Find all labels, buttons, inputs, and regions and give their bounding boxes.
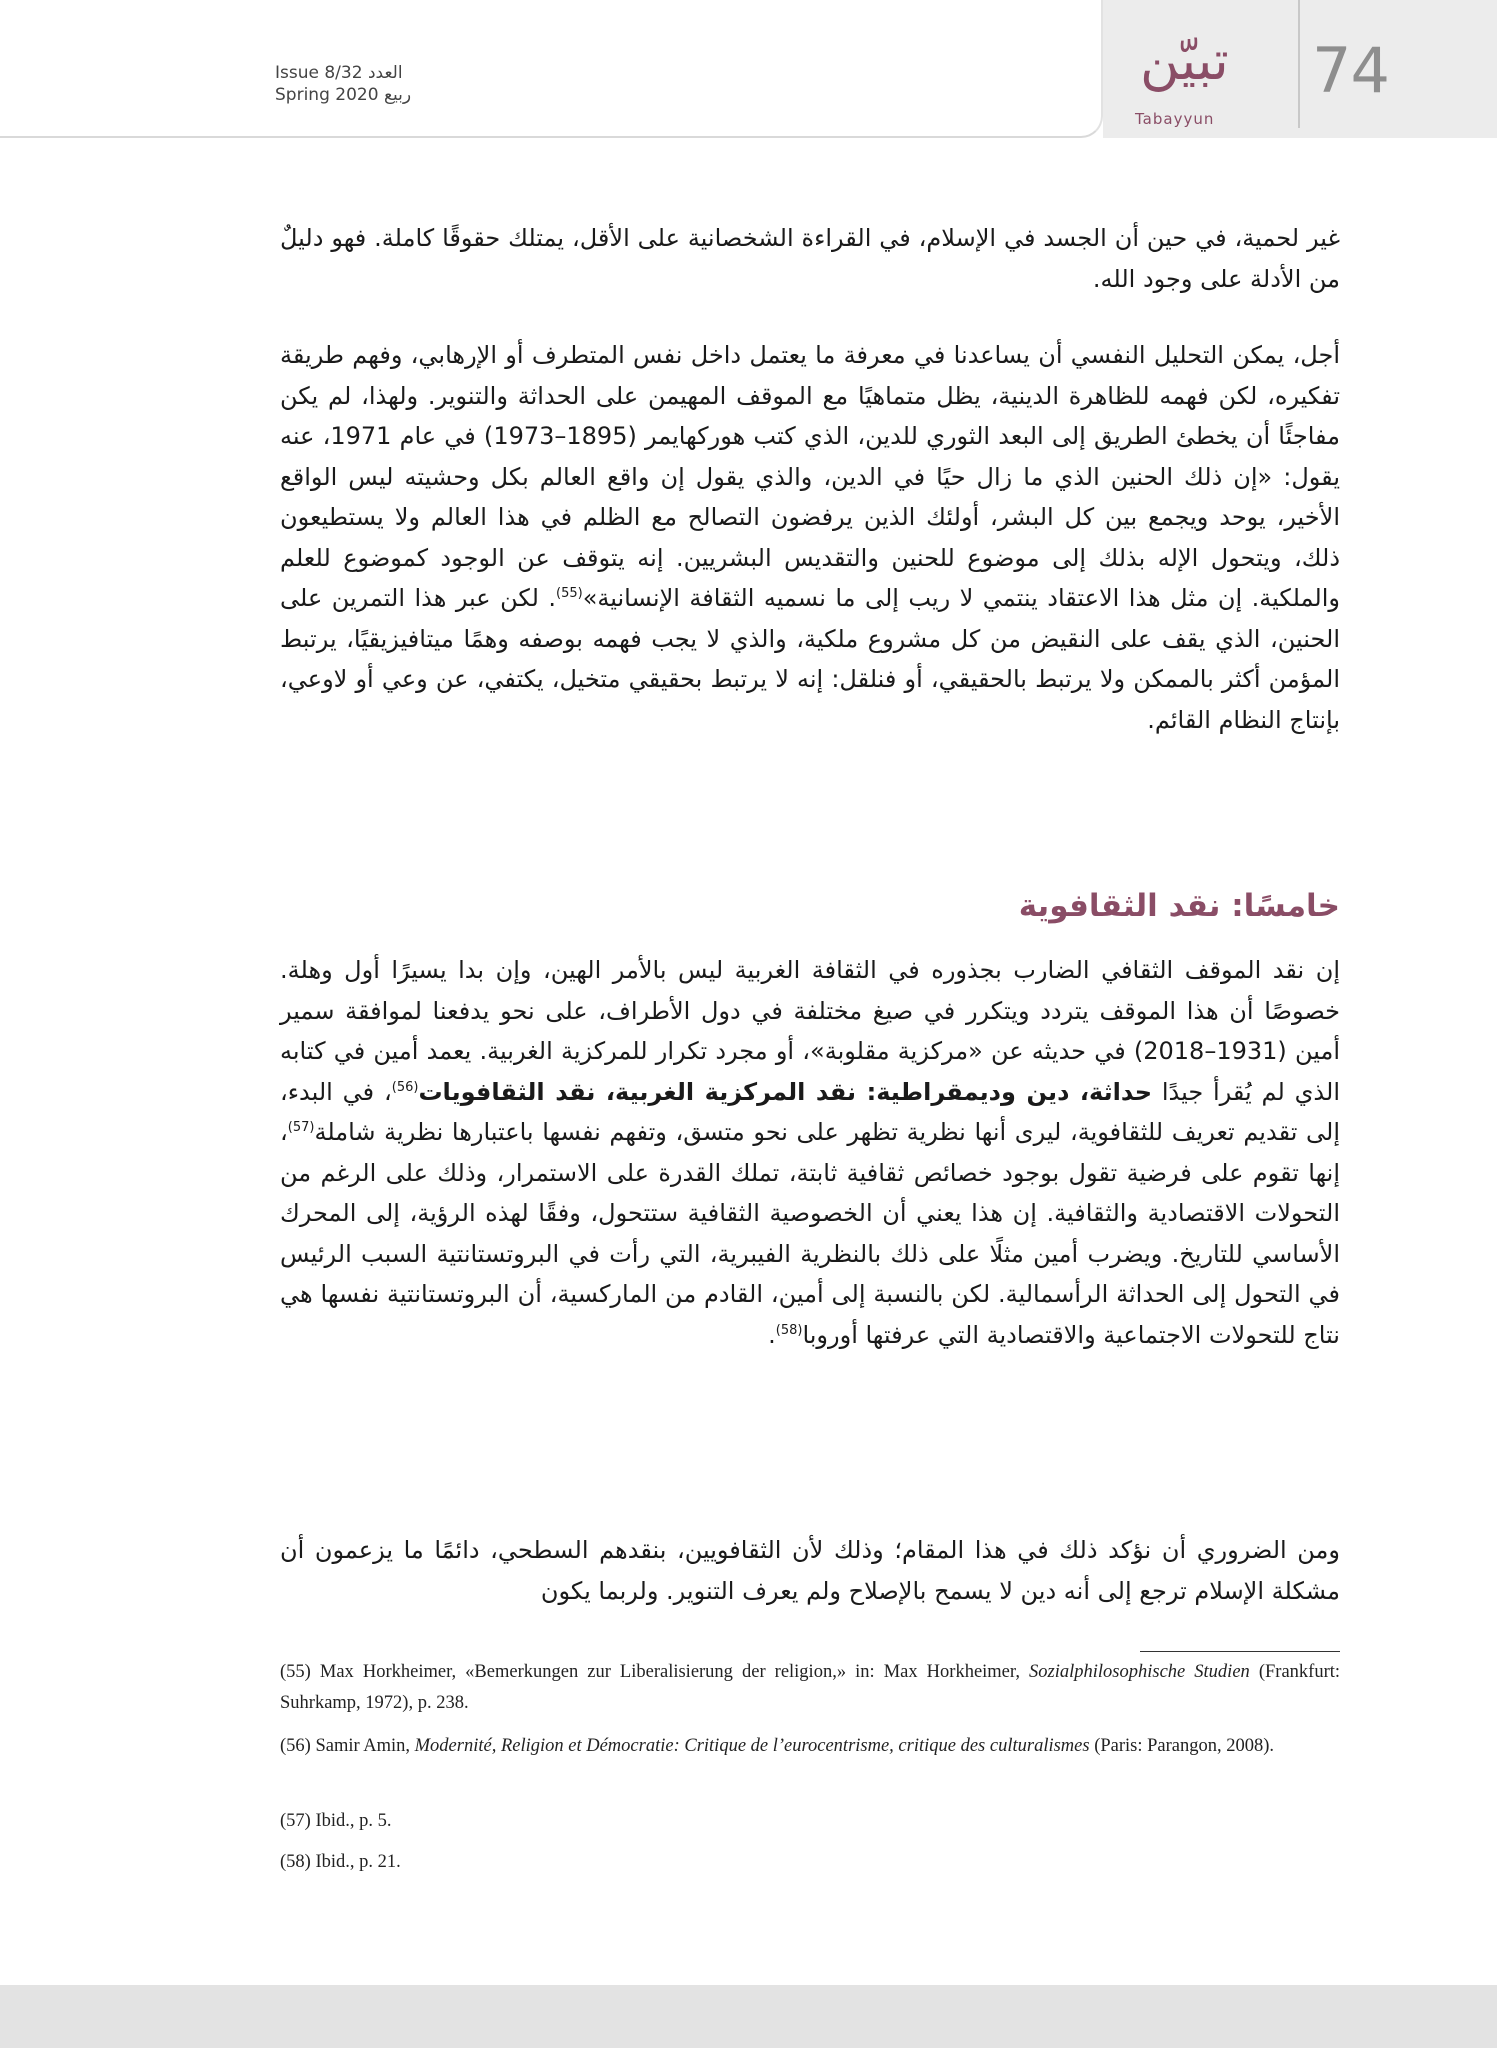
paragraph-4 [280, 1530, 1340, 1611]
footnote-56 [280, 1731, 1340, 1762]
paragraph-4-text: ومن الضروري أن نؤكد ذلك في هذا المقام؛ وذلك لأن الثقافويين، بنقدهم السطحي، دائمًا ما يزعمون أن مشكلة الإسلام ترجع إلى أنه دين لا يسمح بالإصلاح ولم يعرف التنوير. ولربما يكون [280, 1536, 1340, 1605]
header-divider [1298, 0, 1300, 128]
footnote-text: Samir Amin, [315, 1736, 411, 1756]
footer-band [0, 1985, 1497, 2048]
footnote-number: (56) [280, 1736, 311, 1756]
paragraph-2-text-a: أجل، يمكن التحليل النفسي أن يساعدنا في معرفة ما يعتمل داخل نفس المتطرف أو الإرهابي، وفهم طريقة تفكيره، لكن فهمه للظاهرة الدينية، يظل متماهيًا مع الموقف المهيمن على الحداثة والتنوير. ولهذا، لم يكن مفاجئًا أن يخطئ الطريق إلى البعد الثوري للدين، الذي كتب هوركهايمر (1895–1973) في عام 1971، عنه يقول: «إن ذلك الحنين الذي ما زال حيًا في الدين، والذي يقول إن واقع العالم بكل وحشيته ليس الواقع الأخير، يوحد ويجمع بين كل البشر، أولئك الذين يرفضون التصالح مع الظلم في هذا العالم ولا يستطيعون ذلك، ويتحول الإله بذلك إلى موضوع للحنين والتقديس البشريين. إنه يتوقف عن الوجود كموضوع للعلم والملكية. إن مثل هذا الاعتقاد ينتمي لا ريب إلى ما نسميه الثقافة الإنسانية» [280, 341, 1341, 612]
journal-logo: تبيّن [1140, 29, 1229, 92]
footnote-58 [280, 1847, 1340, 1878]
paragraph-2-text-b: لكن عبر هذا التمرين على الحنين، الذي يقف على النقيض من كل مشروع ملكية، والذي لا يجب فهمه بوصفه وهمًا ميتافيزيقيًا، يرتبط المؤمن أكثر بالممكن ولا يرتبط بالحقيقي، أو فنلقل: إنه لا يرتبط بحقيقي متخيل، يكتفي، عن وعي أو لاوعي، بإنتاج النظام القائم. [280, 584, 1340, 734]
journal-logo-latin: Tabayyun [1135, 110, 1215, 128]
footnote-text: (Paris: Parangon, 2008). [1094, 1736, 1275, 1756]
paragraph-1 [280, 218, 1340, 299]
book-title: حداثة، دين وديمقراطية: نقد المركزية الغربية، نقد الثقافويات [418, 1077, 1152, 1106]
season-line: Spring 2020 ربيع [275, 85, 412, 106]
footnote-text: Max Horkheimer, «Bemerkungen zur Liberalisierung der religion,» in: Max Horkheimer, [319, 1662, 1020, 1682]
footnote-text: (Frankfurt: Suhrkamp, 1972), p. 238. [280, 1662, 1341, 1713]
footnote-text: Ibid., p. 5. [315, 1811, 392, 1831]
paragraph-3-text-c: ، إنها تقوم على فرضية تقول بوجود خصائص ثقافية ثابتة، تملك القدرة على الاستمرار، وذلك على الرغم من التحولات الاقتصادية والثقافية. إن هذا يعني أن الخصوصية الثقافية ستتحول، وفقًا لهذه الرؤية، إلى المحرك الأساسي للتاريخ. ويضرب أمين مثلًا على ذلك بالنظرية الفيبرية، التي رأت في البروتستانتية السبب الرئيس في التحول إلى الحداثة الرأسمالية. لكن بالنسبة إلى أمين، القادم من الماركسية، أن البروتستانتية نفسها هي نتاج للتحولات الاجتماعية والاقتصادية التي عرفتها أوروبا [280, 1118, 1340, 1349]
footnote-ref-57: (57) [287, 1120, 315, 1135]
footnote-55 [280, 1657, 1340, 1719]
footnote-ref-56: (56) [391, 1079, 419, 1095]
footnote-ref-58: (58) [775, 1322, 803, 1338]
page-number: 74 [1312, 34, 1389, 107]
footnote-number: (58) [280, 1852, 311, 1872]
footnote-title: Modernité, Religion et Démocratie: Critique de l’eurocentrisme, critique des culturalismes [414, 1736, 1090, 1756]
paragraph-2: أجل، يمكن التحليل النفسي أن يساعدنا في معرفة ما يعتمل داخل نفس المتطرف أو الإرهابي، وفهم طريقة تفكيره، لكن فهمه للظاهرة الدينية، يظل متماهيًا مع الموقف المهيمن على الحداثة والتنوير. ولهذا، لم يكن مفاجئًا أن يخطئ الطريق إلى البعد الثوري للدين، الذي كتب هوركهايمر (1895–1973) في عام 1971، عنه يقول: «إن ذلك الحنين الذي ما زال حيًا في الدين، والذي يقول إن واقع العالم بكل وحشيته ليس الواقع الأخير، يوحد ويجمع بين كل البشر، أولئك الذين يرفضون التصالح مع الظلم في هذا العالم ولا يستطيعون ذلك، ويتحول الإله بذلك إلى موضوع للحنين والتقديس البشريين. إنه يتوقف عن الوجود كموضوع للعلم والملكية. إن مثل هذا الاعتقاد ينتمي لا ريب إلى ما نسميه الثقافة الإنسانية»$^{(55)}$. لكن عبر هذا التمرين على الحنين، الذي يقف على النقيض من كل مشروع ملكية، والذي لا يجب فهمه بوصفه وهمًا ميتافيزيقيًا، يرتبط المؤمن أكثر بالممكن ولا يرتبط بالحقيقي، أو فنلقل: إنه لا يرتبط بحقيقي متخيل، يكتفي، عن وعي أو لاوعي، بإنتاج النظام القائم. [280, 341, 1341, 734]
footnote-57 [280, 1806, 1340, 1837]
issue-line: Issue 8/32 العدد [275, 63, 403, 83]
footnote-number: (57) [280, 1811, 311, 1831]
paragraph-3: إن نقد الموقف الثقافي الضارب بجذوره في الثقافة الغربية ليس بالأمر الهين، وإن بدا يسيرًا أول وهلة. خصوصًا أن هذا الموقف يتردد ويتكرر في صيغ مختلفة في دول الأطراف، على نحو يدفعنا لموافقة سمير أمين (1931–2018) في حديثه عن «مركزية مقلوبة»، أو مجرد تكرار للمركزية الغربية. يعمد أمين في كتابه الذي لم يُقرأ جيدًا حداثة، دين وديمقراطية: نقد المركزية الغربية، نقد الثقافويات$^{(56)}$، في البدء، إلى تقديم تعريف للثقافوية، ليرى أنها نظرية تظهر على نحو متسق، وتفهم نفسها باعتبارها نظرية شاملة$^{(57)}$، إنها تقوم على فرضية تقول بوجود خصائص ثقافية ثابتة، تملك القدرة على الاستمرار، وذلك على الرغم من التحولات الاقتصادية والثقافية. إن هذا يعني أن الخصوصية الثقافية ستتحول، وفقًا لهذه الرؤية، إلى المحرك الأساسي للتاريخ. ويضرب أمين مثلًا على ذلك بالنظرية الفيبرية، التي رأت في البروتستانتية السبب الرئيس في التحول إلى الحداثة الرأسمالية. لكن بالنسبة إلى أمين، القادم من الماركسية، أن البروتستانتية نفسها هي نتاج للتحولات الاجتماعية والاقتصادية التي عرفتها أوروبا$^{(58)}$. [280, 956, 1341, 1349]
paragraph-3-text-b: في البدء، إلى تقديم تعريف للثقافوية، ليرى أنها نظرية تظهر على نحو متسق، وتفهم نفسها باعتبارها نظرية شاملة [280, 1077, 1340, 1146]
footnote-title: Sozialphilosophische Studien [1029, 1662, 1250, 1682]
issue-info [275, 62, 411, 106]
header-left-panel [0, 0, 1103, 138]
section-heading: خامسًا: نقد الثقافوية [1018, 888, 1340, 924]
paragraph-3-text-a: إن نقد الموقف الثقافي الضارب بجذوره في الثقافة الغربية ليس بالأمر الهين، وإن بدا يسيرًا أول وهلة. خصوصًا أن هذا الموقف يتردد ويتكرر في صيغ مختلفة في دول الأطراف، على نحو يدفعنا لموافقة سمير أمين (1931–2018) في حديثه عن «مركزية مقلوبة»، أو مجرد تكرار للمركزية الغربية. يعمد أمين في كتابه الذي لم يُقرأ جيدًا [280, 956, 1341, 1106]
paragraph-1-text: غير لحمية، في حين أن الجسد في الإسلام، في القراءة الشخصانية على الأقل، يمتلك حقوقًا كاملة. فهو دليلٌ من الأدلة على وجود الله. [280, 224, 1340, 293]
footnote-ref-55: (55) [555, 586, 583, 601]
footnote-text: Ibid., p. 21. [315, 1852, 401, 1872]
footnote-rule [1140, 1651, 1340, 1652]
footnote-number: (55) [280, 1662, 311, 1682]
